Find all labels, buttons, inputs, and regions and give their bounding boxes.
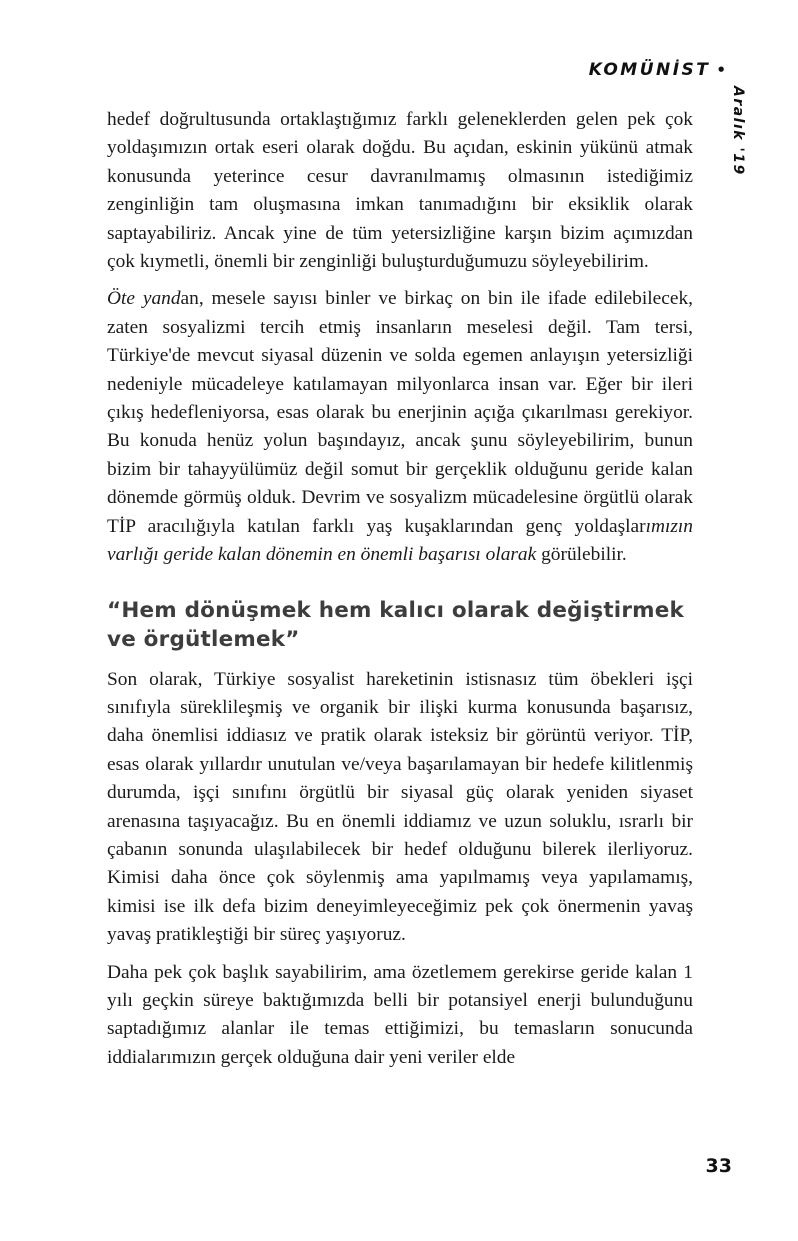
paragraph-text: hedef doğrultusunda ortaklaştığımız farklı geleneklerden gelen pek çok yoldaşımızın ortak eseri olarak doğdu. Bu açıdan, eskinin yükünü atmak konusunda yeterince cesur davranılmamış olmasının istediğimiz zenginliğin tam oluşmasına imkan tanımadığını bir eksiklik olarak saptayabiliriz. Ancak yine de tüm yetersizliğine karşın bizim açımızdan çok kıymetli, önemli bir zenginliği buluşturduğumuzu söyleyebilirim. [107,109,693,273]
paragraph-text: Son olarak, Türkiye sosyalist hareketinin istisnasız tüm öbekleri işçi sınıfıyla süreklileşmiş ve organik bir ilişki kurma konusunda başarısız, daha önemlisi iddiasız ve pratik olarak isteksiz bir görüntü veriyor. TİP, esas olarak yıllardır unutulan ve/veya başarılamayan bir hedefe kilitlenmiş durumda, işçi sınıfını örgütlü bir siyasal güç olarak yeniden siyaset arenasına taşıyacağız. Bu en önemli iddiamız ve uzun soluklu, ısrarlı bir çabanın sonunda ulaşılabilecek bir hedef olduğunu bilerek ilerliyoruz. Kimisi daha önce çok söylenmiş ama yapılmamış veya yapılamamış, kimisi ise ilk defa bizim deneyimleyeceğimiz pek çok önermenin yavaş yavaş pratikleştiği bir süreç yaşıyoruz. [107,668,693,946]
masthead-bullet-icon: • [716,61,726,79]
issue-date: Aralık '19 [730,86,746,176]
paragraph [107,106,693,276]
section-heading: “Hem dönüşmek hem kalıcı olarak değiştirmek ve örgütlemek” [107,597,685,652]
italic-phrase: Öte yand [107,288,181,310]
magazine-title: KOMÜNİST [588,60,711,80]
page-number: 33 [705,1155,732,1177]
paragraph-text: Daha pek çok başlık sayabilirim, ama özetlemem gerekirse geride kalan 1 yılı geçkin süreye baktığımızda belli bir potansiyel enerji bulunduğunu saptadığımız alanlar ile temas ettiğimizi, bu temasların sonucunda iddialarımızın gerçek olduğuna dair yeni veriler elde [107,961,693,1068]
paragraph [107,666,693,950]
article-text-column [107,106,693,1081]
magazine-masthead [589,60,726,80]
paragraph-text: an, mesele sayısı binler ve birkaç on bin ile ifade edilebilecek, zaten sosyalizmi tercih etmiş insanların meselesi değil. Tam tersi, Türkiye'de mevcut siyasal düzenin ve solda egemen anlayışın yetersizliği nedeniyle mücadeleye katılamayan milyonlarca insan var. Eğer bir ileri çıkış hedefleniyorsa, esas olarak bu enerjinin açığa çıkarılması gerekiyor. Bu konuda henüz yolun başındayız, ancak şunu söyleyebilirim, bunun bizim bir tahayyülümüz değil somut bir gerçeklik olduğunu geride kalan dönemde görmüş olduk. Devrim ve sosyalizm mücadelesine örgütlü olarak TİP aracılığıyla katılan farklı yaş kuşaklarından genç yoldaşlar [107,288,693,537]
paragraph [107,959,693,1073]
paragraph [107,285,693,569]
italic-phrase: ımızın varlığı geride kalan dönemin en önemli başarısı olarak [107,515,693,566]
paragraph-text: görülebilir. [536,544,627,566]
